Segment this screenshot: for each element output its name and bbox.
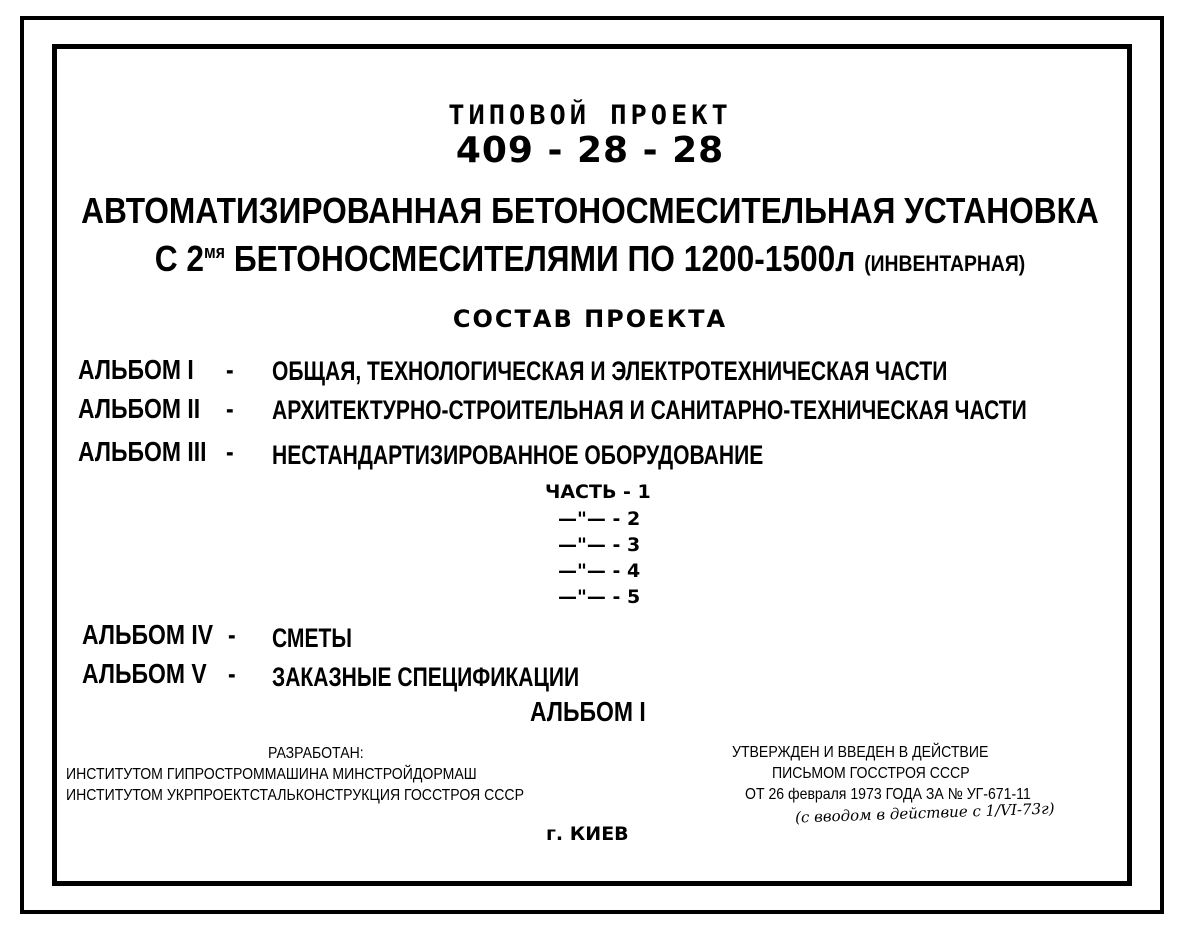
album-2-dash: -	[226, 393, 234, 424]
album-4-label: АЛЬБОМ IV	[82, 619, 214, 650]
album-1-text: ОБЩАЯ, ТЕХНОЛОГИЧЕСКАЯ И ЭЛЕКТРОТЕХНИЧЕСКАЯ ЧАСТИ	[272, 356, 948, 386]
project-number: 409 - 28 - 28	[455, 130, 725, 171]
album-5-text: ЗАКАЗНЫЕ СПЕЦИФИКАЦИИ	[272, 662, 580, 692]
composition-heading: СОСТАВ ПРОЕКТА	[452, 305, 728, 333]
part-4: —"— - 4	[558, 560, 641, 582]
title-line2-text: БЕТОНОСМЕСИТЕЛЯМИ ПО 1200-1500л	[233, 238, 856, 279]
title-superscript: мя	[204, 242, 226, 262]
album-5-label: АЛЬБОМ V	[82, 658, 207, 689]
title-prefix: С 2	[154, 238, 205, 279]
album-2-label: АЛЬБОМ II	[78, 393, 201, 424]
album-2-text: АРХИТЕКТУРНО-СТРОИТЕЛЬНАЯ И САНИТАРНО-ТЕХНИЧЕСКАЯ ЧАСТИ	[272, 395, 1027, 425]
project-type-title: ТИПОВОЙ ПРОЕКТ	[448, 100, 732, 131]
album-1-label: АЛЬБОМ I	[78, 354, 194, 385]
part-3: —"— - 3	[558, 534, 641, 556]
approval-line2: ПИСЬМОМ ГОССТРОЯ СССР	[772, 765, 970, 782]
developer-line1: ИНСТИТУТОМ ГИПРОСТРОММАШИНА МИНСТРОЙДОРМАШ	[66, 766, 477, 783]
album-3-text: НЕСТАНДАРТИЗИРОВАННОЕ ОБОРУДОВАНИЕ	[272, 440, 764, 470]
approval-line1: УТВЕРЖДЕН И ВВЕДЕН В ДЕЙСТВИЕ	[732, 744, 989, 761]
title-note: (ИНВЕНТАРНАЯ)	[864, 251, 1026, 276]
part-5: —"— - 5	[558, 586, 641, 608]
current-album: АЛЬБОМ I	[530, 696, 646, 727]
approval-line3: ОТ 26 февраля 1973 ГОДА ЗА № УГ-671-11	[745, 786, 1031, 803]
album-4-text: СМЕТЫ	[272, 623, 353, 653]
project-title-line2	[155, 238, 1025, 280]
project-title-line1: АВТОМАТИЗИРОВАННАЯ БЕТОНОСМЕСИТЕЛЬНАЯ УСТАНОВКА	[81, 190, 1099, 231]
city: г. КИЕВ	[546, 823, 629, 845]
album-4-dash: -	[228, 619, 236, 650]
album-3-dash: -	[226, 436, 234, 467]
album-5-dash: -	[228, 658, 236, 689]
part-1: ЧАСТЬ - 1	[545, 481, 651, 503]
album-3-label: АЛЬБОМ III	[78, 436, 207, 467]
approval-handwritten-note: (с вводом в действие с 1/VI-73г)	[794, 799, 1055, 827]
developer-heading: РАЗРАБОТАН:	[268, 745, 364, 762]
part-2: —"— - 2	[558, 508, 641, 530]
album-1-dash: -	[226, 354, 234, 385]
developer-line2: ИНСТИТУТОМ УКРПРОЕКТСТАЛЬКОНСТРУКЦИЯ ГОССТРОЯ СССР	[66, 787, 524, 804]
